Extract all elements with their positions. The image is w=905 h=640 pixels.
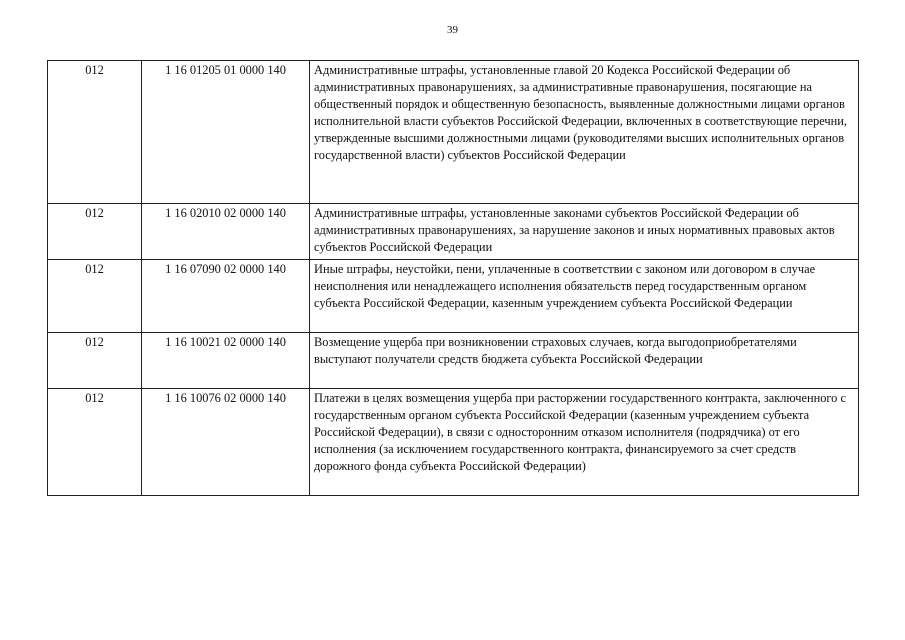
table-row <box>48 260 859 333</box>
income-description-cell: Административные штрафы, установленные главой 20 Кодекса Российской Федерации об административных правонарушениях, за административные правонарушения, посягающие на общественный порядок и общественную безопасность, выявленные должностными лицами органов исполнительной власти субъектов Российской Федерации, включенных в соответствующие перечни, утвержденные высшими должностными лицами (руководителями высших исполнительных органов государственной власти) субъектов Российской Федерации <box>310 61 859 204</box>
table-row <box>48 333 859 389</box>
page-number: 39 <box>447 24 458 36</box>
admin-code-cell: 012 <box>48 204 142 260</box>
admin-code-cell: 012 <box>48 389 142 496</box>
income-description-cell: Административные штрафы, установленные законами субъектов Российской Федерации об административных правонарушениях, за нарушение законов и иных нормативных правовых актов субъектов Российской Федерации <box>310 204 859 260</box>
budget-classification-code-cell: 1 16 07090 02 0000 140 <box>142 260 310 333</box>
income-description-cell: Иные штрафы, неустойки, пени, уплаченные в соответствии с законом или договором в случае неисполнения или ненадлежащего исполнения обязательств перед государственным органом субъекта Российской Федерации, казенным учреждением субъекта Российской Федерации <box>310 260 859 333</box>
table-row <box>48 389 859 496</box>
table-row <box>48 204 859 260</box>
admin-code-cell: 012 <box>48 61 142 204</box>
income-description-cell: Возмещение ущерба при возникновении страховых случаев, когда выгодоприобретателями выступают получатели средств бюджета субъекта Российской Федерации <box>310 333 859 389</box>
budget-classification-code-cell: 1 16 02010 02 0000 140 <box>142 204 310 260</box>
budget-code-table <box>47 60 859 496</box>
budget-classification-code-cell: 1 16 01205 01 0000 140 <box>142 61 310 204</box>
income-description-cell: Платежи в целях возмещения ущерба при расторжении государственного контракта, заключенного с государственным органом субъекта Российской Федерации (казенным учреждением субъекта Российской Федерации), в связи с односторонним отказом исполнителя (подрядчика) от его исполнения (за исключением государственного контракта, финансируемого за счет средств дорожного фонда субъекта Российской Федерации) <box>310 389 859 496</box>
budget-classification-code-cell: 1 16 10021 02 0000 140 <box>142 333 310 389</box>
admin-code-cell: 012 <box>48 333 142 389</box>
budget-classification-code-cell: 1 16 10076 02 0000 140 <box>142 389 310 496</box>
admin-code-cell: 012 <box>48 260 142 333</box>
table-row <box>48 61 859 204</box>
